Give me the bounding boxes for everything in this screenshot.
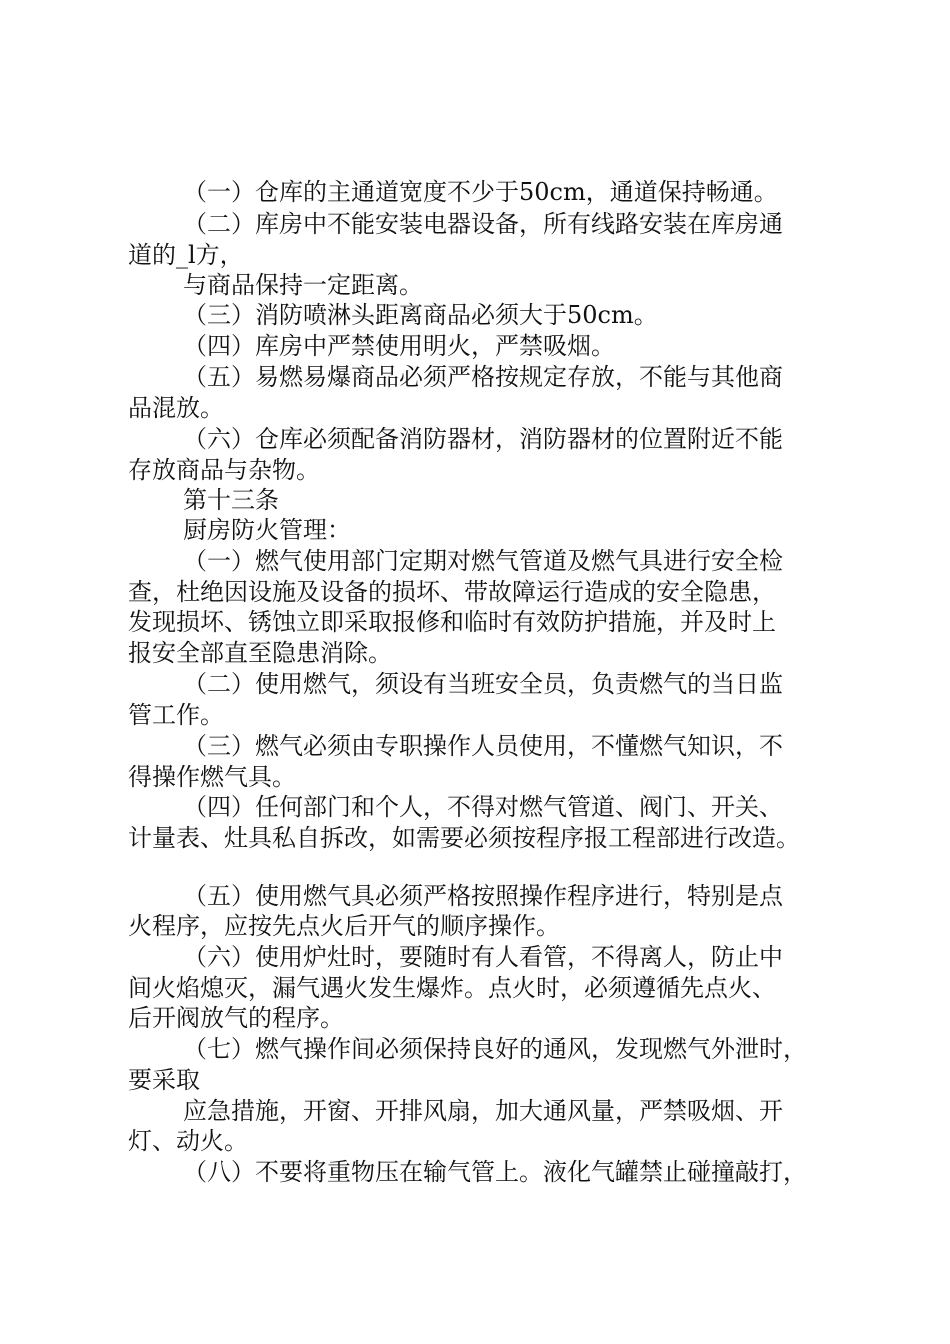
text-line: （一）仓库的主通道宽度不少于50cm，通道保持畅通。 <box>183 178 778 206</box>
text-line: （四）库房中严禁使用明火，严禁吸烟。 <box>183 332 615 360</box>
text-line: （三）消防喷淋头距离商品必须大于50cm。 <box>183 301 658 329</box>
text-line: 品混放。 <box>128 394 224 422</box>
text-line: 应急措施，开窗、开排风扇，加大通风量，严禁吸烟、开 <box>183 1097 783 1125</box>
text-line: 灯、动火。 <box>128 1127 248 1155</box>
text-line: （一）燃气使用部门定期对燃气管道及燃气具进行安全检 <box>183 547 783 575</box>
text-line: 间火焰熄灭，漏气遇火发生爆炸。点火时，必须遵循先点火、 <box>128 974 776 1002</box>
text-line: （七）燃气操作间必须保持良好的通风，发现燃气外泄时， <box>183 1035 807 1063</box>
text-line: （二）库房中不能安装电器设备，所有线路安装在库房通 <box>183 210 783 238</box>
text-line: 后开阀放气的程序。 <box>128 1004 344 1032</box>
section-title: 厨房防火管理： <box>183 516 351 544</box>
text-line: 报安全部直至隐患消除。 <box>128 639 392 667</box>
text-line: （六）仓库必须配备消防器材，消防器材的位置附近不能 <box>183 425 783 453</box>
text-line: 管工作。 <box>128 701 224 729</box>
text-line: 与商品保持一定距离。 <box>183 271 423 299</box>
text-line: 发现损坏、锈蚀立即采取报修和临时有效防护措施，并及时上 <box>128 608 776 636</box>
text-line: （五）易燃易爆商品必须严格按规定存放，不能与其他商 <box>183 363 783 391</box>
text-line: 查，杜绝因设施及设备的损坏、带故障运行造成的安全隐患， <box>128 578 776 606</box>
text-line: 得操作燃气具。 <box>128 763 296 791</box>
text-line: （六）使用炉灶时，要随时有人看管，不得离人，防止中 <box>183 943 783 971</box>
section-heading: 第十三条 <box>183 486 279 514</box>
text-line: 计量表、灶具私自拆改，如需要必须按程序报工程部进行改造。 <box>128 824 800 852</box>
text-line: 火程序，应按先点火后开气的顺序操作。 <box>128 912 560 940</box>
text-line: （二）使用燃气，须设有当班安全员，负责燃气的当日监 <box>183 670 783 698</box>
text-line: （五）使用燃气具必须严格按照操作程序进行，特别是点 <box>183 882 783 910</box>
text-line: 要采取 <box>128 1066 200 1094</box>
text-line: 存放商品与杂物。 <box>128 456 320 484</box>
text-line: （八）不要将重物压在输气管上。液化气罐禁止碰撞敲打， <box>183 1158 807 1186</box>
text-line: （四）任何部门和个人，不得对燃气管道、阀门、开关、 <box>183 793 783 821</box>
text-line: 道的_l方， <box>128 241 244 269</box>
text-line: （三）燃气必须由专职操作人员使用，不懂燃气知识，不 <box>183 732 783 760</box>
